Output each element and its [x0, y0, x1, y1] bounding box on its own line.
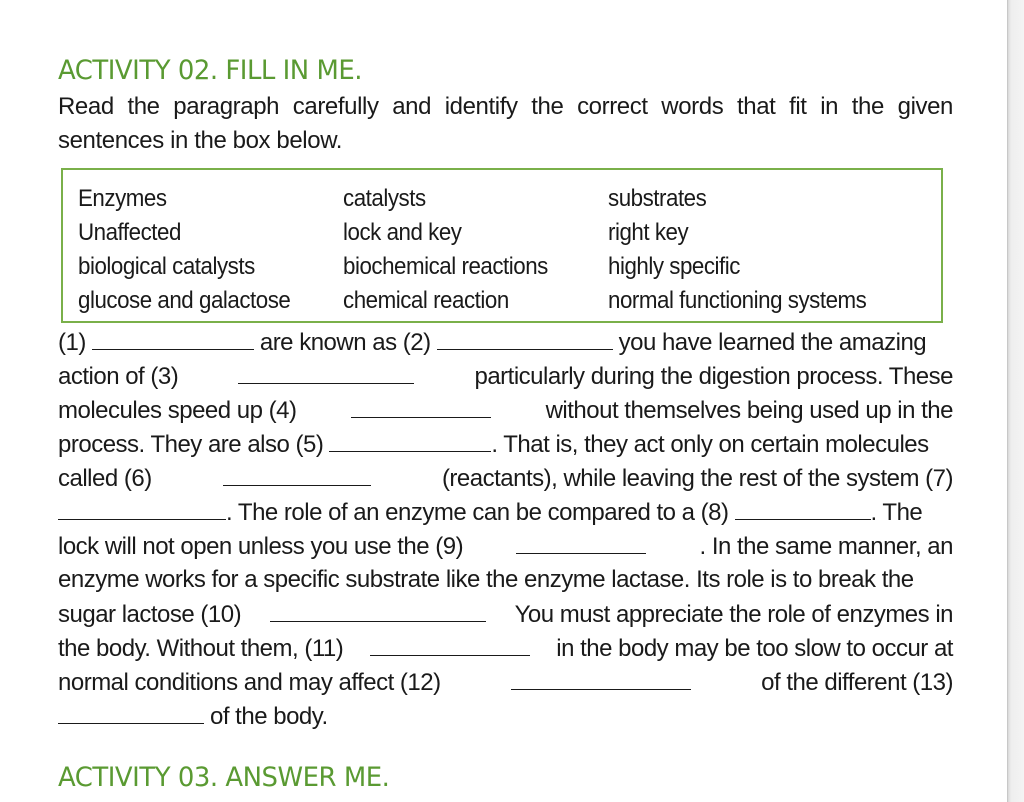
paragraph-text: process. They are also (5)	[58, 431, 324, 458]
paragraph-text: normal conditions and may affect (12)	[58, 669, 441, 696]
blank-11[interactable]	[370, 631, 530, 656]
word-bank-item: Enzymes	[78, 185, 167, 212]
blank-2[interactable]	[437, 325, 613, 350]
blank-4[interactable]	[351, 393, 491, 418]
blank-13[interactable]	[58, 699, 204, 724]
paragraph-text: of the body.	[210, 703, 328, 730]
page-edge	[1007, 0, 1024, 802]
paragraph-line	[58, 563, 953, 597]
word-bank-box	[61, 168, 943, 323]
paragraph-line	[58, 427, 953, 461]
blank-7[interactable]	[58, 495, 226, 520]
paragraph-text: without themselves being used up in the	[545, 397, 953, 424]
paragraph-line	[58, 359, 953, 393]
word-bank-item: biological catalysts	[78, 253, 255, 280]
word-bank-item: right key	[608, 219, 689, 246]
paragraph-text: action of (3)	[58, 363, 179, 390]
blank-10[interactable]	[270, 597, 486, 622]
paragraph-text: enzyme works for a specific substrate like the enzyme lactase. Its role is to break the	[58, 566, 914, 593]
blank-1[interactable]	[92, 325, 254, 350]
paragraph-line	[58, 665, 953, 699]
paragraph-line	[58, 495, 953, 529]
paragraph-text: molecules speed up (4)	[58, 397, 297, 424]
paragraph-text: (1)	[58, 329, 86, 356]
paragraph-text: lock will not open unless you use the (9)	[58, 533, 464, 560]
word-bank-item: glucose and galactose	[78, 287, 291, 314]
paragraph-text: (reactants), while leaving the rest of the system (7)	[441, 465, 953, 492]
paragraph-line	[58, 325, 953, 359]
word-bank-grid	[78, 182, 938, 318]
word-bank-item: substrates	[608, 185, 707, 212]
word-bank-item: highly specific	[608, 253, 740, 280]
paragraph-text: you have learned the amazing	[618, 329, 927, 356]
paragraph-line	[58, 461, 953, 495]
paragraph-text: of the different (13)	[761, 669, 953, 696]
word-bank-item: catalysts	[343, 185, 426, 212]
paragraph-text: . The role of an enzyme can be compared to a (8)	[226, 499, 729, 526]
paragraph-line	[58, 631, 953, 665]
word-bank-item: Unaffected	[78, 219, 181, 246]
paragraph-text: You must appreciate the role of enzymes in	[514, 601, 953, 628]
blank-12[interactable]	[511, 665, 691, 690]
paragraph-text: in the body may be too slow to occur at	[556, 635, 953, 662]
word-bank-item: normal functioning systems	[608, 287, 867, 314]
paragraph-text: called (6)	[58, 465, 152, 492]
word-bank-item: chemical reaction	[343, 287, 509, 314]
blank-8[interactable]	[735, 495, 871, 520]
activity-03-title: ACTIVITY 03. ANSWER ME.	[58, 762, 390, 793]
word-bank-item: lock and key	[343, 219, 462, 246]
paragraph-text: . In the same manner, an	[699, 533, 953, 560]
paragraph-line	[58, 597, 953, 631]
blank-5[interactable]	[329, 427, 491, 452]
paragraph-text: particularly during the digestion process. These	[474, 363, 953, 390]
instructions-text: Read the paragraph carefully and identify the correct words that fit in the given sentences in the box below.	[58, 93, 953, 154]
paragraph-text: sugar lactose (10)	[58, 601, 242, 628]
paragraph-line	[58, 393, 953, 427]
blank-9[interactable]	[516, 529, 646, 554]
paragraph-text: . That is, they act only on certain molecules	[491, 431, 929, 458]
paragraph-text: the body. Without them, (11)	[58, 635, 344, 662]
blank-6[interactable]	[223, 461, 371, 486]
blank-3[interactable]	[238, 359, 414, 384]
word-bank-item: biochemical reactions	[343, 253, 548, 280]
paragraph-line	[58, 699, 953, 733]
fill-in-paragraph	[58, 325, 953, 733]
paragraph-line	[58, 529, 953, 563]
paragraph-text: are known as (2)	[259, 329, 431, 356]
activity-02-title: ACTIVITY 02. FILL IN ME.	[58, 55, 363, 86]
paragraph-text: . The	[870, 499, 923, 526]
